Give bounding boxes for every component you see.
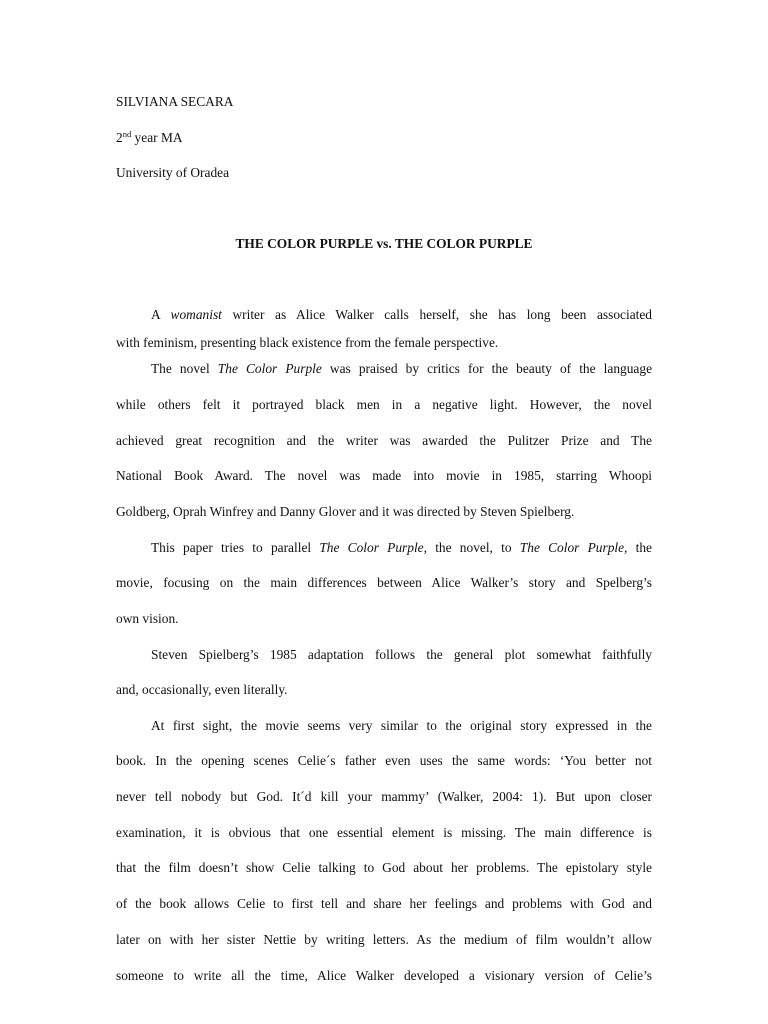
year-number: 2 xyxy=(116,130,123,145)
paragraph-2-line-4: National Book Award. The novel was made into movie in 1985, starring Whoopi xyxy=(116,468,652,483)
paragraph-3-line-1: This paper tries to parallel The Color Purple, the novel, to The Color Purple, the xyxy=(151,540,653,555)
paragraph-3-line-2: movie, focusing on the main differences between Alice Walker’s story and Spelberg’s xyxy=(116,575,652,590)
study-year xyxy=(116,130,183,146)
paragraph-4-line-2: and, occasionally, even literally. xyxy=(116,682,288,697)
paragraph-4-line-1: Steven Spielberg’s 1985 adaptation follows the general plot somewhat faithfully xyxy=(151,647,652,662)
paragraph-5-line-7: later on with her sister Nettie by writing letters. As the medium of film wouldn’t allow xyxy=(116,932,652,947)
paragraph-2-line-2: while others felt it portrayed black men in a negative light. However, the novel xyxy=(116,397,652,412)
novel-title: The Color Purple, xyxy=(319,540,427,555)
paragraph-2-line-1: The novel The Color Purple was praised by critics for the beauty of the language xyxy=(151,361,653,376)
novel-title: The Color Purple xyxy=(217,361,322,376)
movie-title: The Color Purple, xyxy=(519,540,628,555)
paragraph-5-line-6: of the book allows Celie to first tell and share her feelings and problems with God and xyxy=(116,896,652,911)
womanist-term: womanist xyxy=(170,307,222,322)
paragraph-5-line-3: never tell nobody but God. It´d kill your mammy’ (Walker, 2004: 1). But upon closer xyxy=(116,789,652,804)
year-program: year MA xyxy=(131,130,183,145)
document-title: THE COLOR PURPLE vs. THE COLOR PURPLE xyxy=(235,236,533,251)
paragraph-1-line-1: A womanist writer as Alice Walker calls herself, she has long been associated xyxy=(151,307,652,322)
paragraph-5-line-5: that the film doesn’t show Celie talking to God about her problems. The epistolary style xyxy=(116,860,652,875)
paragraph-1-line-2: with feminism, presenting black existence from the female perspective. xyxy=(116,335,499,350)
paragraph-5-line-2: book. In the opening scenes Celie´s father even uses the same words: ‘You better not xyxy=(116,753,652,768)
paragraph-5-line-1: At first sight, the movie seems very similar to the original story expressed in the xyxy=(151,718,652,733)
paragraph-2-line-3: achieved great recognition and the writer was awarded the Pulitzer Prize and The xyxy=(116,433,652,448)
university-name: University of Oradea xyxy=(116,165,230,180)
year-suffix: nd xyxy=(122,129,132,139)
paragraph-5-line-8: someone to write all the time, Alice Walker developed a visionary version of Celie’s xyxy=(116,968,652,983)
paragraph-2-line-5: Goldberg, Oprah Winfrey and Danny Glover and it was directed by Steven Spielberg. xyxy=(116,504,575,519)
author-name: SILVIANA SECARA xyxy=(116,94,234,109)
paragraph-3-line-3: own vision. xyxy=(116,611,179,626)
paragraph-5-line-4: examination, it is obvious that one essential element is missing. The main difference is xyxy=(116,825,652,840)
